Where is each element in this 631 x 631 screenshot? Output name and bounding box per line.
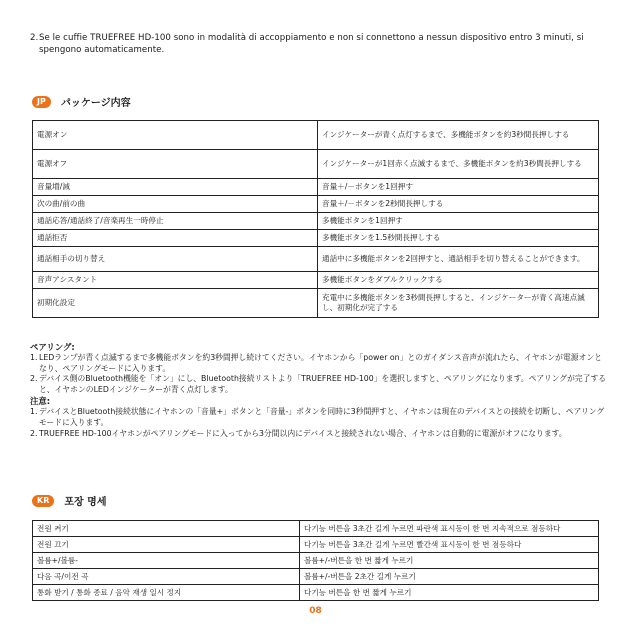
row-label: 電源オン [33, 121, 318, 150]
row-value: インジケーターが1回赤く点滅するまで、多機能ボタンを約3秒間長押しする [318, 150, 599, 179]
row-value: 다기능 버튼을 한 번 짧게 누르기 [300, 585, 599, 601]
table-row [33, 521, 599, 537]
row-value: インジケーターが青く点灯するまで、多機能ボタンを約3秒間長押しする [318, 121, 599, 150]
row-value: 多機能ボタンを1.5秒間長押しする [318, 230, 599, 247]
row-label: 音声アシスタント [33, 272, 318, 289]
page-number: 08 [309, 606, 322, 616]
row-label: 次の曲/前の曲 [33, 196, 318, 213]
italian-note [30, 33, 610, 56]
table-row [33, 230, 599, 247]
note-text: Se le cuffie TRUEFREE HD-100 sono in modalità di accoppiamento e non si connettono a nessun dispositivo entro 3 minuti, si spengono automaticamente. [39, 33, 584, 55]
item-text: TRUEFREE HD-100イヤホンがペアリングモードに入ってから3分間以内にデバイスと接続されない場合、イヤホンは自動的に電源がオフになります。 [39, 428, 567, 438]
list-item [30, 407, 608, 428]
table-row [33, 247, 599, 272]
jp-notes [30, 341, 608, 439]
table-row [33, 537, 599, 553]
pairing-heading: ペアリング: [30, 342, 75, 352]
table-row [33, 272, 599, 289]
table-row [33, 553, 599, 569]
item-text: LEDランプが青く点滅するまで多機能ボタンを約3秒間押し続けてください。イヤホンから「power on」とのガイダンス音声が流れたら、イヤホンが電源オンとなり、ペアリングモードに入ります。 [39, 353, 602, 373]
row-label: 通話応答/通話終了/音楽再生一時停止 [33, 213, 318, 230]
table-row [33, 121, 599, 150]
table-row [33, 196, 599, 213]
row-label: 通話相手の切り替え [33, 247, 318, 272]
table-row [33, 179, 599, 196]
row-label: 音量増/減 [33, 179, 318, 196]
jp-section-header [32, 94, 131, 109]
row-label: 初期化設定 [33, 289, 318, 318]
kr-section-header [32, 493, 106, 508]
row-value: 通話中に多機能ボタンを2回押すと、通話相手を切り替えることができます。 [318, 247, 599, 272]
row-label: 다음 곡/이전 곡 [33, 569, 300, 585]
item-text: デバイスとBluetooth接続状態にイヤホンの「音量+」ボタンと「音量-」ボタンを同時に3秒間押すと、イヤホンは現在のデバイスとの接続を切断し、ペアリングモードに入ります。 [39, 407, 605, 427]
row-label: 通話拒否 [33, 230, 318, 247]
list-item [30, 374, 608, 395]
table-row [33, 213, 599, 230]
row-label: 전원 끄기 [33, 537, 300, 553]
item-number: 1. [30, 407, 38, 417]
row-value: 볼륨+/-버튼을 한 번 짧게 누르기 [300, 553, 599, 569]
kr-badge: KR [32, 495, 54, 507]
row-label: 볼륨+/볼륨- [33, 553, 300, 569]
jp-badge: JP [32, 96, 51, 108]
jp-spec-table [32, 120, 599, 318]
row-value: 多機能ボタンを1回押す [318, 213, 599, 230]
row-value: 音量＋/－ボタンを2秒間長押しする [318, 196, 599, 213]
row-value: 充電中に多機能ボタンを3秒間長押しすると、インジケーターが青く高速点滅し、初期化が完了する [318, 289, 599, 318]
caution-list [30, 407, 608, 439]
list-item [30, 353, 608, 374]
table-row [33, 150, 599, 179]
row-value: 볼륨+/-버튼을 2초간 길게 누르기 [300, 569, 599, 585]
pairing-list [30, 353, 608, 395]
caution-heading: 注意: [30, 396, 51, 407]
row-value: 다기능 버튼을 3초간 길게 누르면 빨간색 표시등이 한 번 점등하다 [300, 537, 599, 553]
item-number: 2. [30, 428, 38, 438]
kr-spec-table [32, 520, 599, 601]
list-item [30, 429, 608, 440]
jp-section-title: パッケージ内容 [60, 98, 131, 109]
table-row [33, 569, 599, 585]
item-text: デバイス側のBluetooth機能を「オン」にし、Bluetooth接続リストより「TRUEFREE HD-100」を選択しますと、ペアリングになります。ペアリングが完了すると、イヤホンのLEDインジケーターが青く点灯します。 [39, 374, 607, 394]
note-number: 2. [30, 33, 39, 43]
row-value: 音量＋/－ボタンを1回押す [318, 179, 599, 196]
row-value: 다기능 버튼을 3초간 길게 누르면 파란색 표시등이 한 번 지속적으로 점등하다 [300, 521, 599, 537]
table-row [33, 289, 599, 318]
row-label: 電源オフ [33, 150, 318, 179]
row-label: 통화 받기 / 통화 종료 / 음악 재생 일시 정지 [33, 585, 300, 601]
table-row [33, 585, 599, 601]
item-number: 2. [30, 374, 38, 384]
item-number: 1. [30, 353, 38, 362]
row-label: 전원 켜기 [33, 521, 300, 537]
row-value: 多機能ボタンをダブルクリックする [318, 272, 599, 289]
kr-section-title: 포장 명세 [64, 497, 107, 508]
